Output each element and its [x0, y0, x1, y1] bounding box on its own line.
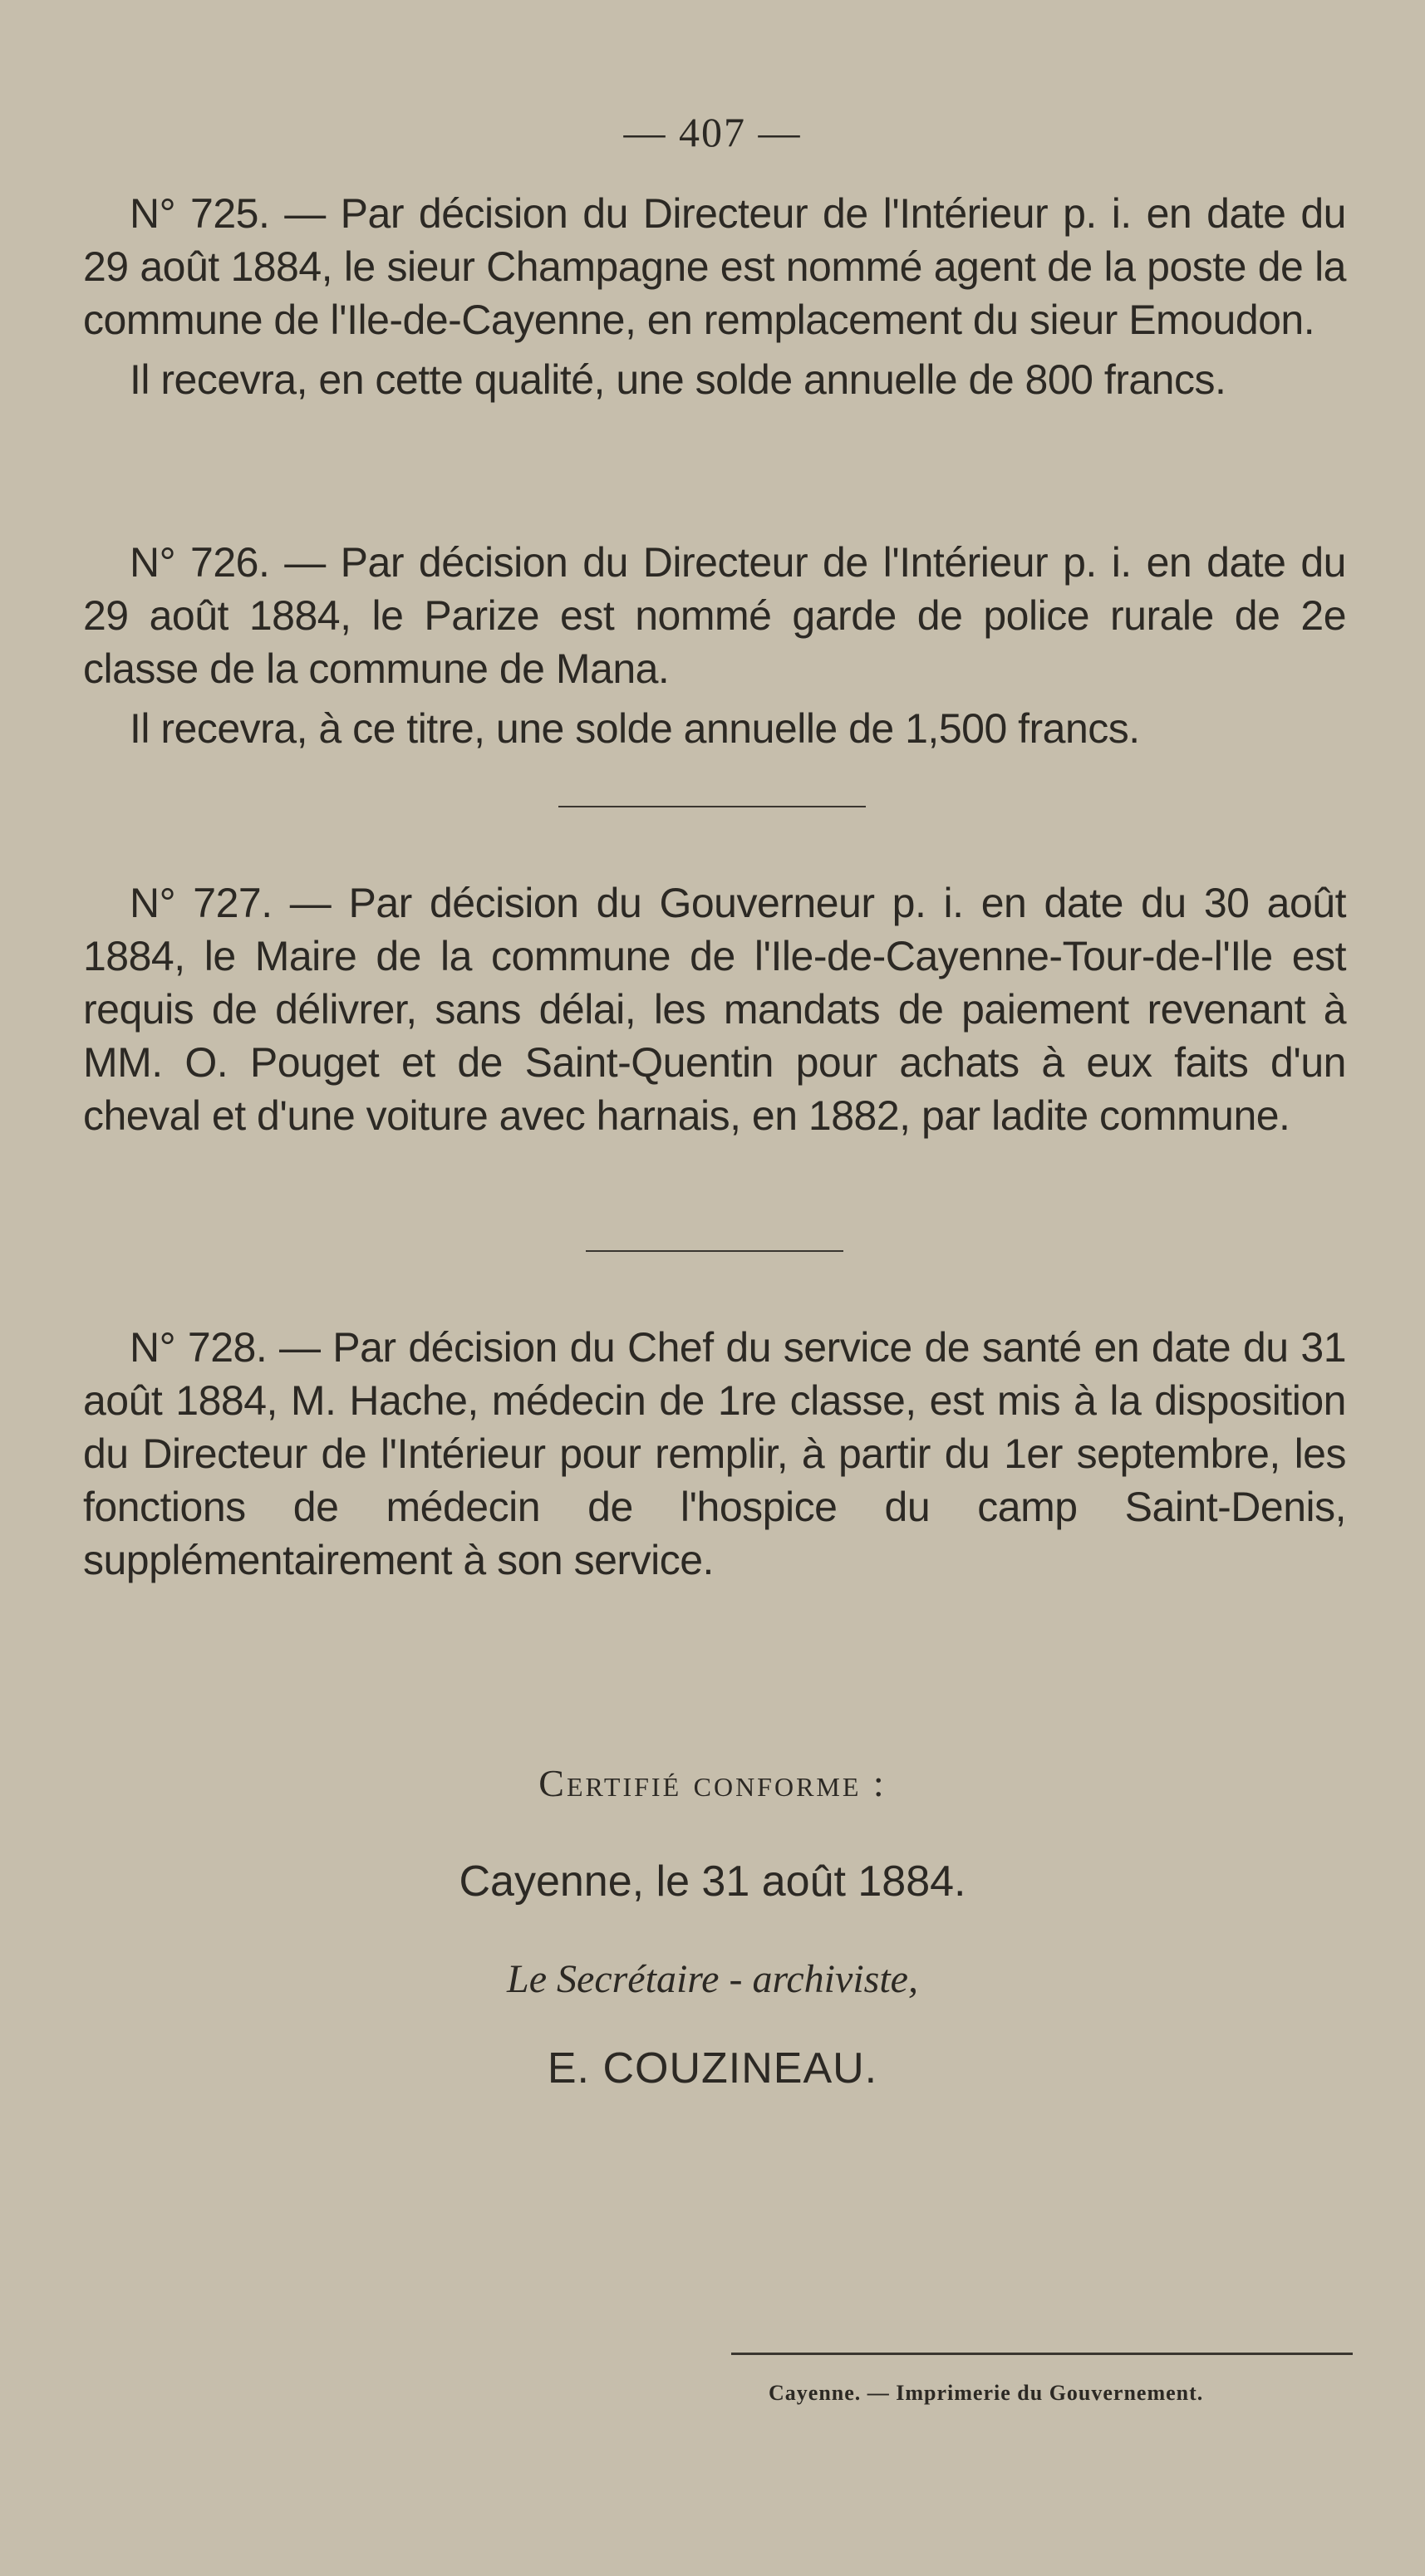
- entry-728-text: N° 728. — Par décision du Chef du service de santé en date du 31 août 1884, M. Hache, médecin de 1re classe, est mis à la disposition du Directeur de l'Intérieur pour remplir, à partir du 1er septembre, les fonctions de médecin de l'hospice du camp Saint-Denis, supplémentairement à son service.: [83, 1324, 1346, 1583]
- page-number: — 407 —: [623, 109, 802, 155]
- entry-728: [83, 1321, 1346, 1587]
- entry-725-text: N° 725. — Par décision du Directeur de l'Intérieur p. i. en date du 29 août 1884, le sieur Champagne est nommé agent de la poste de la commune de l'Ile-de-Cayenne, en remplacement du sieur Emoudon.: [83, 190, 1346, 343]
- footer-rule: [731, 2353, 1353, 2355]
- entry-726: [83, 536, 1346, 755]
- entry-727: [83, 876, 1346, 1142]
- separator-rule: [586, 1250, 843, 1252]
- printer-imprint: Cayenne. — Imprimerie du Gouvernement.: [769, 2381, 1204, 2405]
- entry-727-text: N° 727. — Par décision du Gouverneur p. i. en date du 30 août 1884, le Maire de la commune de l'Ile-de-Cayenne-Tour-de-l'Ile est requis de délivrer, sans délai, les mandats de paiement revenant à MM. O. Pouget et de Saint-Quentin pour achats à eux faits d'un cheval et d'une voiture avec harnais, en 1882, par ladite commune.: [83, 880, 1346, 1139]
- entry-726-text: N° 726. — Par décision du Directeur de l'Intérieur p. i. en date du 29 août 1884, le Parize est nommé garde de police rurale de 2e classe de la commune de Mana.: [83, 539, 1346, 692]
- entry-725: [83, 187, 1346, 406]
- certification-signatory: E. COUZINEAU.: [547, 2044, 878, 2093]
- entry-725-salary: Il recevra, en cette qualité, une solde annuelle de 800 francs.: [130, 356, 1226, 403]
- certification-role: Le Secrétaire - archiviste,: [507, 1957, 918, 2001]
- certification-title: Certifié conforme :: [538, 1762, 887, 1804]
- separator-rule: [558, 806, 866, 807]
- certification-place-date: Cayenne, le 31 août 1884.: [459, 1857, 966, 1906]
- entry-726-salary: Il recevra, à ce titre, une solde annuelle de 1,500 francs.: [130, 705, 1140, 752]
